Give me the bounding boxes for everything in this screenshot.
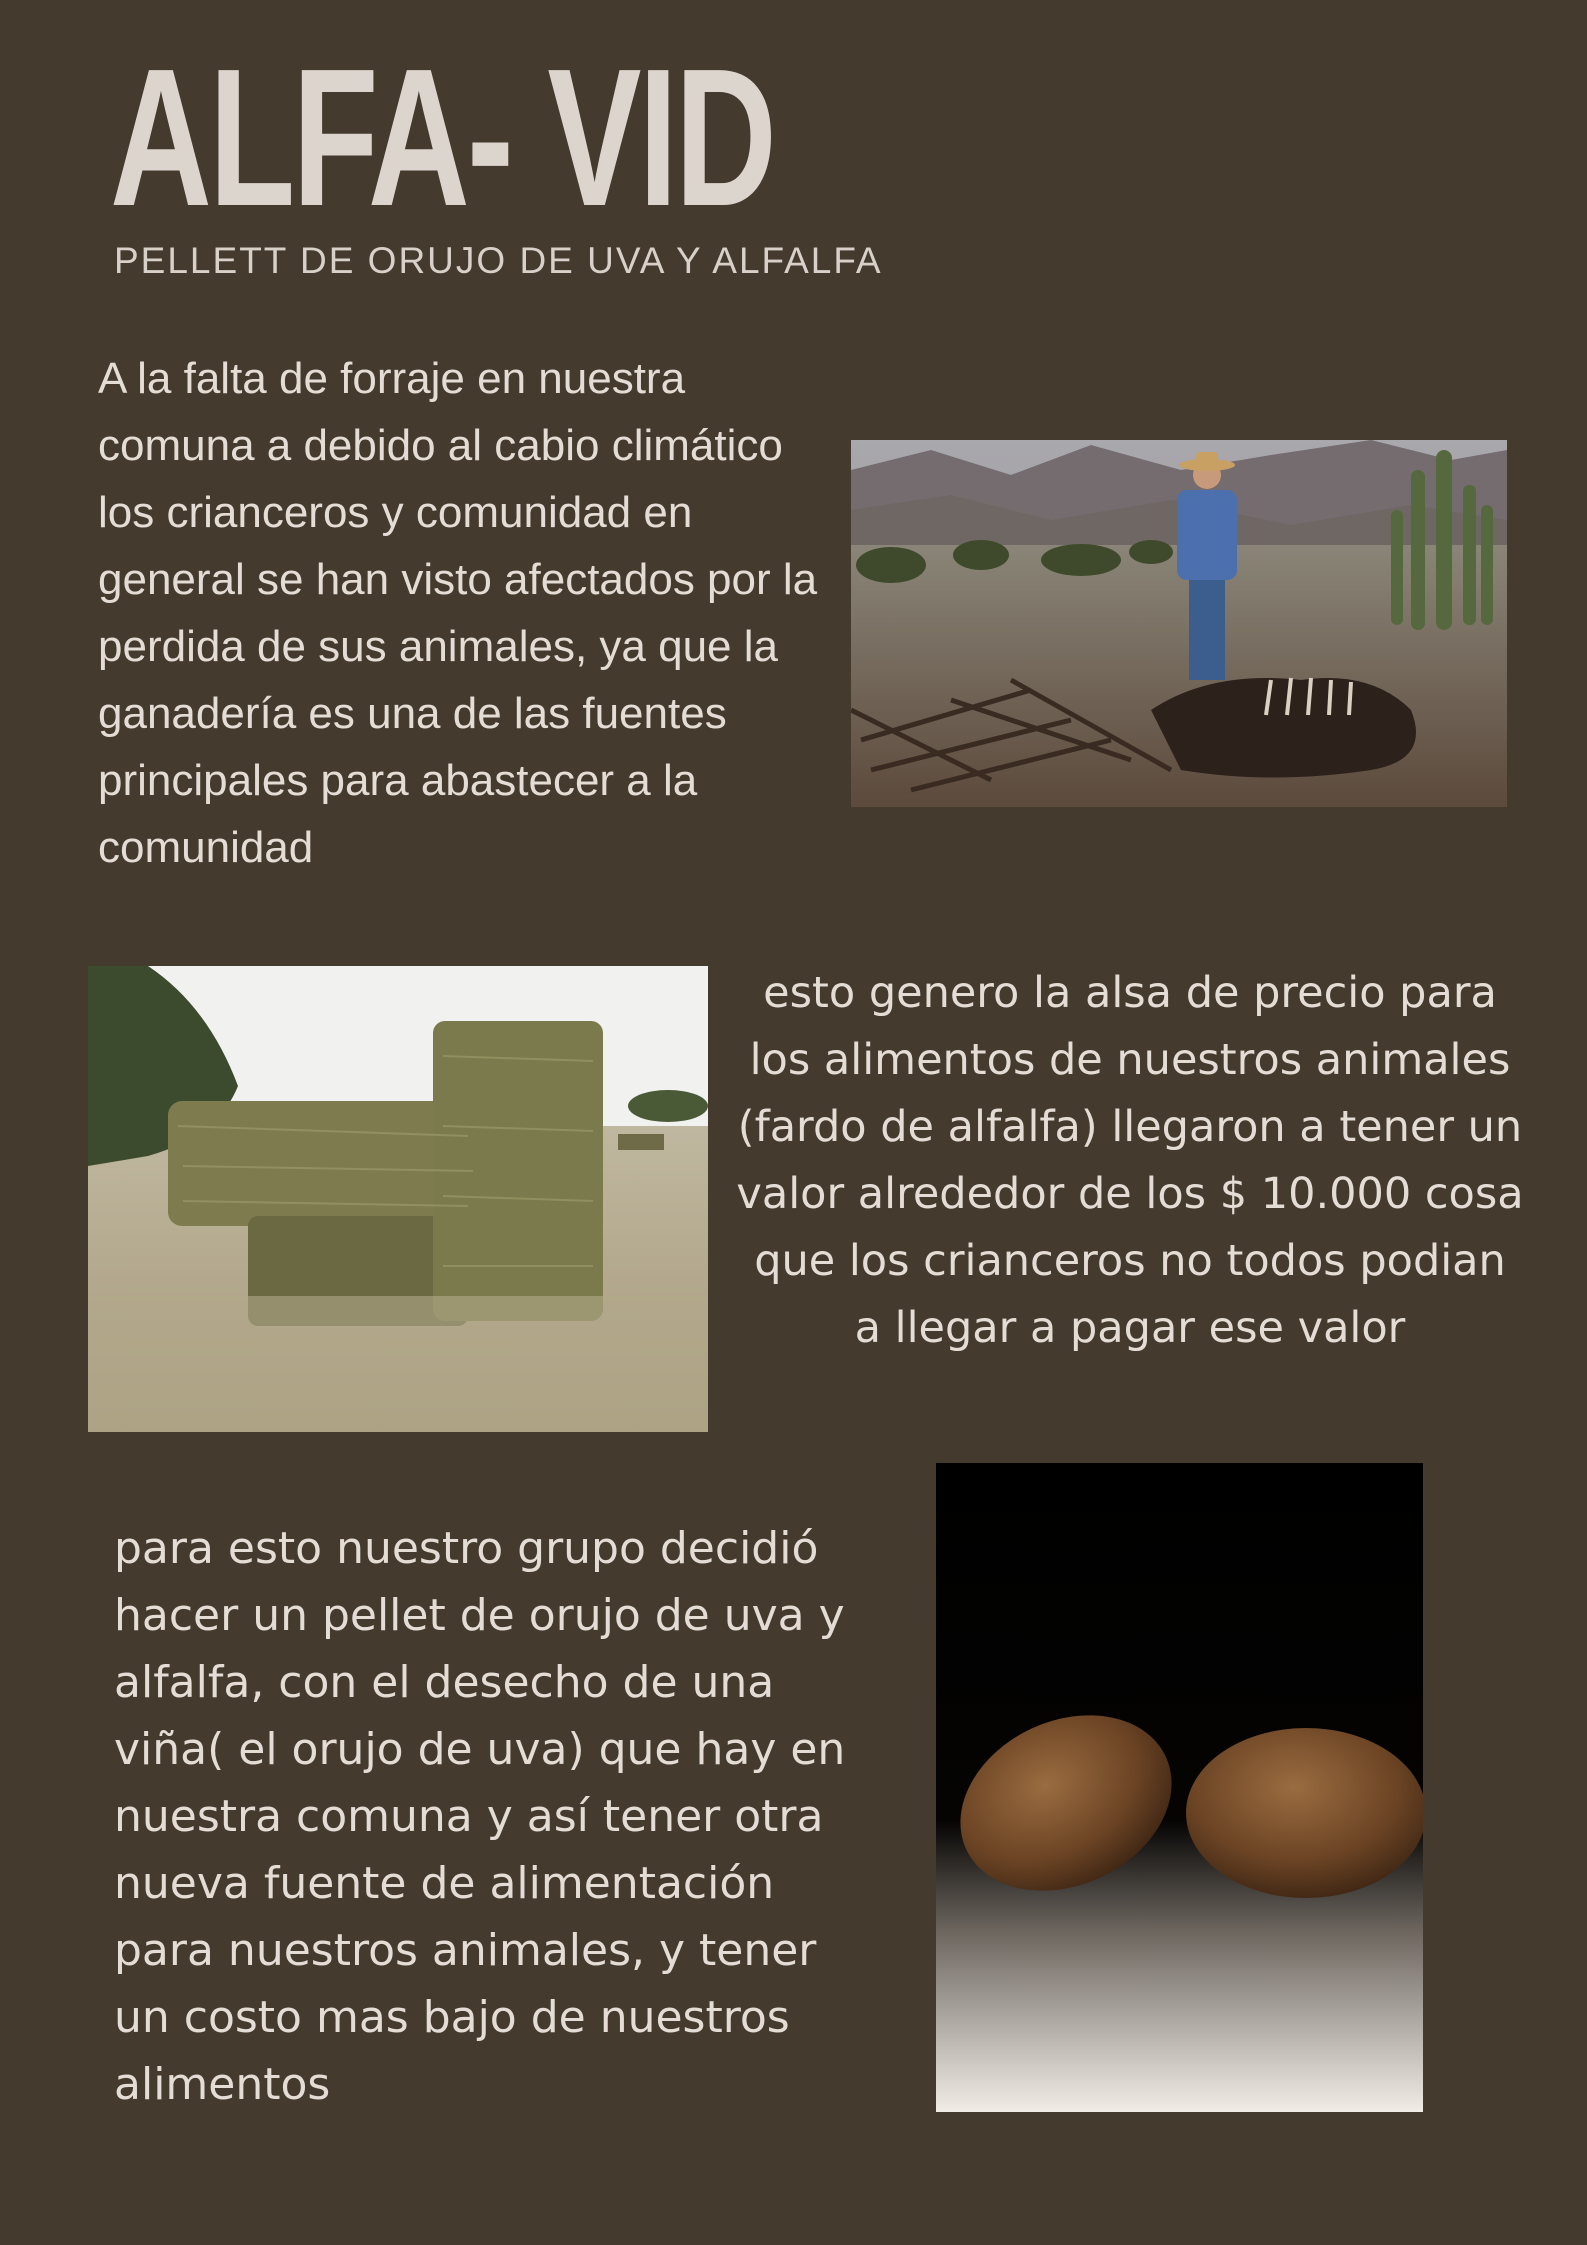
pellet-photo (936, 1463, 1423, 2112)
page-subtitle: PELLETT DE ORUJO DE UVA Y ALFALFA (114, 240, 883, 281)
page-title: ALFA- VID (110, 28, 774, 247)
price-paragraph: esto genero la alsa de precio para los alimentos de nuestros animales (fardo de alfalfa) llegaron a tener un valor alrededor de los $ 10.000 cosa que los crianceros no todos podian a llegar a pagar ese valor (736, 968, 1524, 1353)
intro-paragraph: A la falta de forraje en nuestra comuna a debido al cabio climático los crianceros y comunidad en general se han visto afectados por la perdida de sus animales, ya que la ganadería es una de las fuentes principales para abastecer a la comunidad (98, 354, 818, 872)
drought-farmer-photo (851, 440, 1507, 807)
alfalfa-bale-photo (88, 966, 708, 1432)
solution-paragraph: para esto nuestro grupo decidió hacer un pellet de orujo de uva y alfalfa, con el desecho de una viña( el orujo de uva) que hay en nuestra comuna y así tener otra nueva fuente de alimentación para nuestros animales, y tener un costo mas bajo de nuestros alimentos (114, 1523, 846, 2110)
